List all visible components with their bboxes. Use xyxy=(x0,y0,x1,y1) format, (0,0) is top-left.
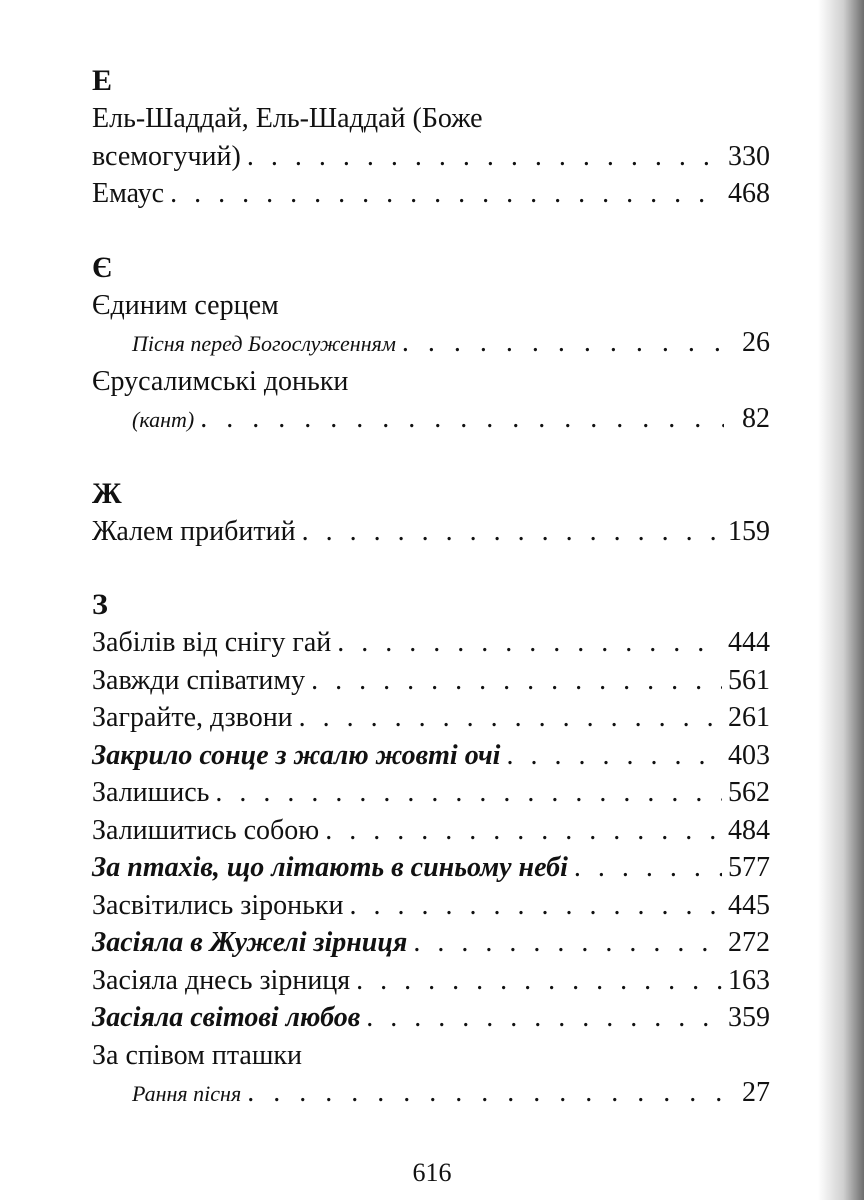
dot-leader xyxy=(574,849,722,887)
index-entry-subtitle xyxy=(92,324,770,363)
index-entry xyxy=(92,624,770,662)
entry-page-number: 272 xyxy=(728,927,770,958)
dot-leader xyxy=(349,887,722,925)
dot-leader xyxy=(413,924,722,962)
index-entry xyxy=(92,699,770,737)
index-entry xyxy=(92,887,770,925)
entry-page-number: 561 xyxy=(728,664,770,696)
index-entry-subtitle xyxy=(92,1074,770,1113)
index-entry xyxy=(92,513,770,551)
entry-title: Засвітились зіроньки xyxy=(92,889,344,921)
index-entry-subtitle xyxy=(92,400,770,439)
entry-title: Заграйте, дзвони xyxy=(92,702,293,733)
section-letter-zh: Ж xyxy=(92,476,122,510)
entry-page-number: 159 xyxy=(728,515,770,547)
dot-leader xyxy=(302,513,722,551)
entry-title: Засіяла днесь зірниця xyxy=(92,964,351,996)
entry-title-line: Єдиним серцем xyxy=(92,289,279,321)
entry-title: Емаус xyxy=(92,178,165,209)
entry-title: Засіяла в Жужелі зірниця xyxy=(92,927,408,958)
dot-leader xyxy=(325,812,722,850)
entry-title-line: За співом пташки xyxy=(92,1039,302,1071)
entry-title: Залишитись собою xyxy=(92,814,320,846)
entry-page-number: 444 xyxy=(728,627,770,658)
dot-leader xyxy=(356,962,722,1000)
entry-subtitle: Пісня перед Богослуженням xyxy=(132,331,396,356)
index-entry xyxy=(92,138,770,176)
entry-title: Завжди співатиму xyxy=(92,664,306,696)
section-letter-ye: Є xyxy=(92,250,113,284)
index-entry xyxy=(92,812,770,850)
entry-title-line: Єрусалимські доньки xyxy=(92,365,349,397)
dot-leader xyxy=(200,400,724,438)
index-entry xyxy=(92,924,770,962)
index-entry xyxy=(92,849,770,887)
entry-page-number: 359 xyxy=(728,1002,770,1033)
index-entry xyxy=(92,175,770,213)
entry-page-number: 163 xyxy=(728,964,770,996)
dot-leader xyxy=(215,774,722,812)
entry-title: Забілів від снігу гай xyxy=(92,627,332,658)
dot-leader xyxy=(299,699,722,737)
section-letter-z: З xyxy=(92,588,108,621)
entry-title: За птахів, що літають в синьому небі xyxy=(92,852,568,883)
page-number-footer: 616 xyxy=(412,1158,452,1187)
dot-leader xyxy=(337,624,722,662)
index-entry xyxy=(92,737,770,775)
index-entry xyxy=(92,999,770,1037)
section-letter-e: Е xyxy=(92,64,113,97)
entry-title-line: Ель-Шаддай, Ель-Шаддай (Боже xyxy=(92,103,483,134)
index-entry xyxy=(92,774,770,812)
dot-leader xyxy=(170,175,722,213)
entry-page-number: 562 xyxy=(728,777,770,808)
entry-page-number: 577 xyxy=(728,852,770,883)
entry-title: Засіяла світові любов xyxy=(92,1002,361,1033)
entry-title: Закрило сонце з жалю жовті очі xyxy=(92,739,501,771)
dot-leader xyxy=(247,138,722,176)
dot-leader xyxy=(311,662,722,700)
entry-subtitle: Рання пісня xyxy=(132,1081,242,1106)
dot-leader xyxy=(247,1074,724,1112)
page-edge-shadow xyxy=(818,0,864,1200)
entry-title: Залишись xyxy=(92,777,210,808)
entry-subtitle: (кант) xyxy=(132,407,195,432)
index-entry xyxy=(92,962,770,1000)
entry-page-number: 403 xyxy=(728,739,770,771)
entry-page-number: 27 xyxy=(742,1077,770,1108)
index-entry xyxy=(92,662,770,700)
entry-page-number: 26 xyxy=(742,327,770,358)
entry-title: Жалем прибитий xyxy=(92,515,296,547)
song-index-page xyxy=(92,62,770,1113)
entry-page-number: 330 xyxy=(728,140,770,172)
dot-leader xyxy=(402,324,724,362)
entry-page-number: 261 xyxy=(728,702,770,733)
entry-page-number: 484 xyxy=(728,814,770,846)
dot-leader xyxy=(366,999,722,1037)
dot-leader xyxy=(506,737,722,775)
entry-page-number: 445 xyxy=(728,889,770,921)
entry-page-number: 468 xyxy=(728,178,770,209)
entry-title: всемогучий) xyxy=(92,140,241,172)
entry-page-number: 82 xyxy=(742,403,770,434)
